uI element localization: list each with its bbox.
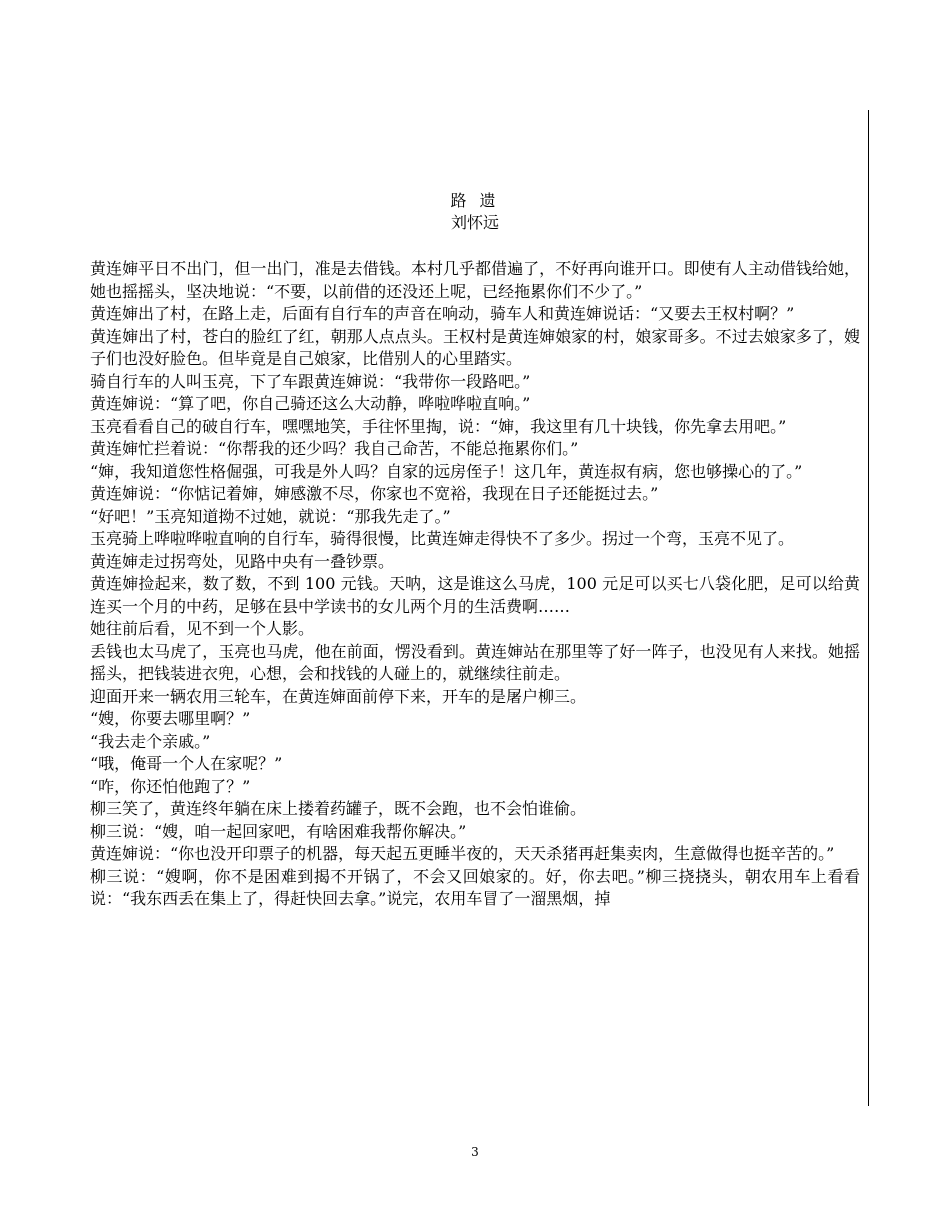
paragraph-10: “好吧！”玉亮知道拗不过她，就说：“那我先走了。” <box>90 506 451 526</box>
paragraph-22: 柳三说：“嫂，咱一起回家吧，有啥困难我帮你解决。” <box>90 821 467 841</box>
paragraph-5: 黄连婶说：“算了吧，你自己骑还这么大动静，哗啦哗啦直响。” <box>90 394 531 413</box>
paragraph-6: 玉亮看看自己的破自行车，嘿嘿地笑，手往怀里掏，说：“婶，我这里有几十块钱，你先拿去用吧。” <box>90 416 787 436</box>
paragraph-2: 黄连婶出了村，在路上走，后面有自行车的声音在响动，骑车人和黄连婶说话：“又要去王权村啊？” <box>90 304 795 323</box>
paragraph-4: 骑自行车的人叫玉亮，下了车跟黄连婶说：“我带你一段路吧。” <box>90 371 531 391</box>
paragraph-12: 黄连婶走过拐弯处，见路中央有一叠钞票。 <box>90 551 395 571</box>
title-block <box>90 190 860 234</box>
paragraph-7: 黄连婶忙拦着说：“你帮我的还少吗？我自己命苦，不能总拖累你们。” <box>90 439 579 458</box>
paragraph-20: “咋，你还怕他跑了？” <box>90 776 251 796</box>
paragraph-11: 玉亮骑上哗啦哗啦直响的自行车，骑得很慢，比黄连婶走得快不了多少。拐过一个弯，玉亮不见了。 <box>90 529 795 548</box>
paragraph-14: 她往前后看，见不到一个人影。 <box>90 619 315 638</box>
paragraph-8: “婶，我知道您性格倔强，可我是外人吗？自家的远房侄子！这几年，黄连叔有病，您也够操心的了。” <box>90 461 803 481</box>
margin-rule <box>868 110 869 1106</box>
paragraph-13: 黄连婶捡起来，数了数，不到 100 元钱。天呐，这是谁这么马虎，100 元足可以买七八袋化肥，足可以给黄连买一个月的中药，足够在县中学读书的女儿两个月的生活费啊…… <box>90 574 860 616</box>
paragraph-17: “嫂，你要去哪里啊？” <box>90 709 251 728</box>
story-author: 刘怀远 <box>450 213 499 232</box>
paragraph-18: “我去走个亲戚。” <box>90 731 211 751</box>
paragraph-21: 柳三笑了，黄连终年躺在床上搂着药罐子，既不会跑，也不会怕谁偷。 <box>90 799 587 818</box>
story-body <box>90 258 860 911</box>
paragraph-3: 黄连婶出了村，苍白的脸红了红，朝那人点点头。王权村是黄连婶娘家的村，娘家哥多。不过去娘家多了，嫂子们也没好脸色。但毕竟是自己娘家，比借别人的心里踏实。 <box>90 326 860 368</box>
paragraph-15: 丢钱也太马虎了，玉亮也马虎，他在前面，愣没看到。黄连婶站在那里等了好一阵子，也没见有人来找。她摇摇头，把钱装进衣兜，心想，会和找钱的人碰上的，就继续往前走。 <box>90 641 860 683</box>
story-title: 路 遗 <box>450 191 500 210</box>
paragraph-19: “哦，俺哥一个人在家呢？” <box>90 754 283 773</box>
paragraph-9: 黄连婶说：“你惦记着婶，婶感激不尽，你家也不宽裕，我现在日子还能挺过去。” <box>90 484 659 503</box>
paragraph-16: 迎面开来一辆农用三轮车，在黄连婶面前停下来，开车的是屠户柳三。 <box>90 686 587 706</box>
paragraph-1: 黄连婶平日不出门，但一出门，准是去借钱。本村几乎都借遍了，不好再向谁开口。即使有人主动借钱给她，她也摇摇头，坚决地说：“不要，以前借的还没还上呢，已经拖累你们不少了。” <box>90 259 860 301</box>
paragraph-24: 柳三说：“嫂啊，你不是困难到揭不开锅了，不会又回娘家的。好，你去吧。”柳三挠挠头，朝农用车上看看说：“我东西丢在集上了，得赶快回去拿。”说完，农用车冒了一溜黑烟，掉 <box>90 866 860 908</box>
paragraph-23: 黄连婶说：“你也没开印票子的机器，每天起五更睡半夜的，天天杀猪再赶集卖肉，生意做得也挺辛苦的。” <box>90 844 835 863</box>
page-number: 3 <box>471 1145 479 1159</box>
